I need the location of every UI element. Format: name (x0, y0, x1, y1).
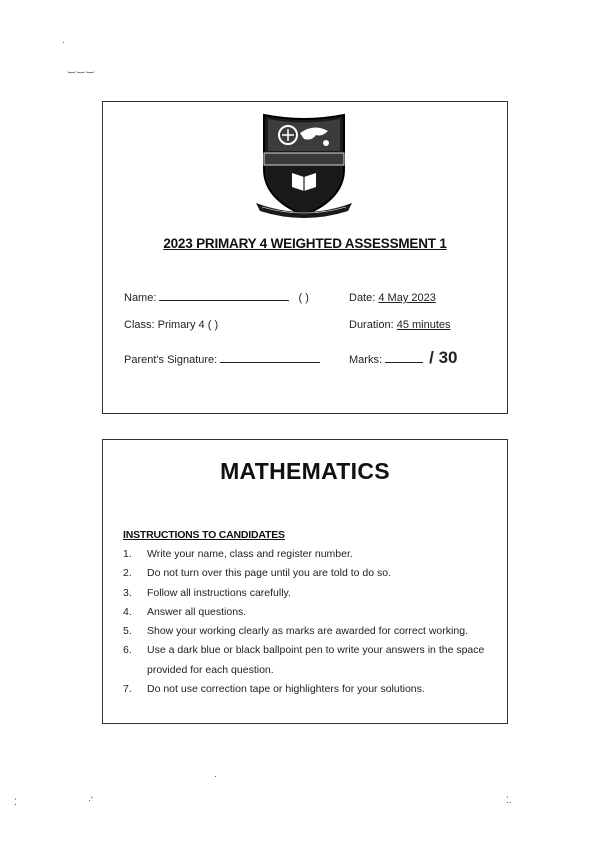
scan-mark: ⁚. (506, 795, 512, 805)
duration-value: 45 minutes (396, 319, 451, 331)
scan-mark: ·' (88, 795, 93, 805)
class-field: Class: Primary 4 ( ) (124, 319, 219, 331)
signature-field: Parent's Signature: (124, 354, 320, 366)
instructions-heading: INSTRUCTIONS TO CANDIDATES (123, 529, 285, 541)
instruction-item: 5. Show your working clearly as marks are awarded for correct working. (123, 625, 468, 638)
scan-mark: ‿‿‿ (68, 63, 96, 73)
name-input-line[interactable] (159, 300, 289, 301)
instruction-item: 2. Do not turn over this page until you are told to do so. (123, 567, 391, 580)
scan-mark: · (214, 771, 217, 781)
subject-title: MATHEMATICS (220, 458, 390, 484)
scan-mark: · (62, 37, 65, 47)
scan-mark: ⁚ (14, 797, 17, 807)
instructions-list (123, 545, 493, 699)
signature-input-line[interactable] (220, 362, 320, 363)
subject-instructions-box (102, 439, 508, 724)
duration-field: Duration: 45 minutes (349, 319, 451, 331)
date-field: Date: 4 May 2023 (349, 292, 436, 304)
school-crest-icon (256, 111, 352, 219)
cover-header-box (102, 101, 508, 414)
instruction-item: 4. Answer all questions. (123, 605, 247, 618)
instruction-item: 3. Follow all instructions carefully. (123, 586, 291, 599)
name-field: Name: ( ) (124, 292, 309, 304)
marks-field: Marks: / 30 (349, 348, 458, 367)
register-number-brackets: ( ) (298, 292, 309, 304)
instruction-item: 1. Write your name, class and register number. (123, 548, 353, 560)
instruction-item: 6. Use a dark blue or black ballpoint pen to write your answers in the space provided for each question. (123, 644, 485, 676)
instruction-item: 7. Do not use correction tape or highlighters for your solutions. (123, 683, 425, 696)
assessment-title: 2023 PRIMARY 4 WEIGHTED ASSESSMENT 1 (163, 236, 447, 251)
marks-input-line[interactable] (385, 362, 423, 363)
marks-total: / 30 (429, 348, 458, 367)
date-value: 4 May 2023 (378, 292, 436, 304)
